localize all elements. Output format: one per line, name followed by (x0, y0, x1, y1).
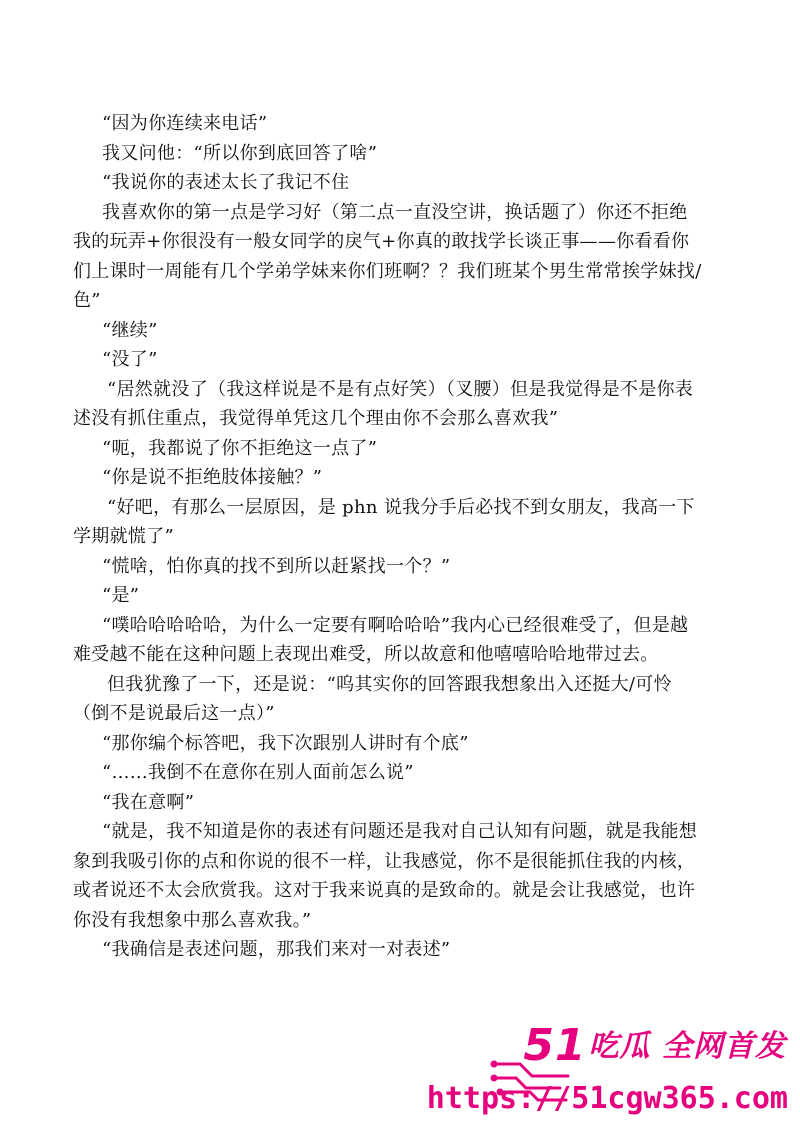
paragraph: “你是说不拒绝肢体接触？” (102, 467, 323, 488)
paragraph: “居然就没了（我这样说是不是有点好笑）（叉腰）但是我觉得是不是你表述没有抓住重点，我觉得单凭这几个理由你不会那么喜欢我” (73, 378, 694, 429)
paragraph: “我确信是表述问题，那我们来对一对表述” (102, 939, 451, 960)
paragraph: “是” (102, 585, 140, 606)
paragraph: “呃，我都说了你不拒绝这一点了” (102, 437, 378, 459)
site-watermark (426, 1010, 792, 1122)
paragraph: “慌啥，怕你真的找不到所以赶紧找一个？” (102, 555, 451, 577)
watermark-brand-number: 51 (523, 1020, 587, 1071)
paragraph: “那你编个标答吧，我下次跟别人讲时有个底” (102, 732, 469, 754)
document-body (0, 109, 800, 965)
paragraph: “就是，我不知道是你的表述有问题还是我对自己认知有问题，就是我能想象到我吸引你的点和你说的很不一样，让我感觉，你不是很能抓住我的内核，或者说还不太会欣赏我。这对于我来说真的是致命的。就是会让我感觉，也许你没有我想象中那么喜欢我。” (73, 821, 698, 931)
paragraph: “……我倒不在意你在别人面前怎么说” (102, 762, 414, 783)
watermark-brand-text: 吃瓜 全网首发 (588, 1029, 786, 1064)
paragraph: “继续” (102, 319, 158, 341)
paragraph: “我说你的表述太长了我记不住 (102, 172, 350, 193)
paragraph: “噗哈哈哈哈哈，为什么一定要有啊哈哈哈”我内心已经很难受了，但是越难受越不能在这种问题上表现出难受，所以故意和他嘻嘻哈哈地带过去。 (73, 614, 689, 665)
paragraph: “我在意啊” (102, 791, 195, 813)
paragraph: “因为你连续来电话” (102, 113, 268, 134)
paragraph: “好吧，有那么一层原因，是 phn 说我分手后必找不到女朋友，我高一下学期就慌了” (73, 496, 695, 547)
paragraph: 我又问他：“所以你到底回答了啥” (102, 142, 378, 164)
paragraph: 但我犹豫了一下，还是说：“呜其实你的回答跟我想象出入还挺大/可怜（倒不是说最后这一点）” (73, 673, 672, 724)
paragraph: 我喜欢你的第一点是学习好（第二点一直没空讲，换话题了）你还不拒绝我的玩弄+你很没有一般女同学的戾气+你真的敢找学长谈正事——你看看你们上课时一周能有几个学弟学妹来你们班啊？？我们班某个男生常常挨学妹找/色” (73, 201, 702, 311)
watermark-url: https://51cgw365.com (426, 1081, 788, 1116)
paragraph: “没了” (102, 349, 158, 370)
